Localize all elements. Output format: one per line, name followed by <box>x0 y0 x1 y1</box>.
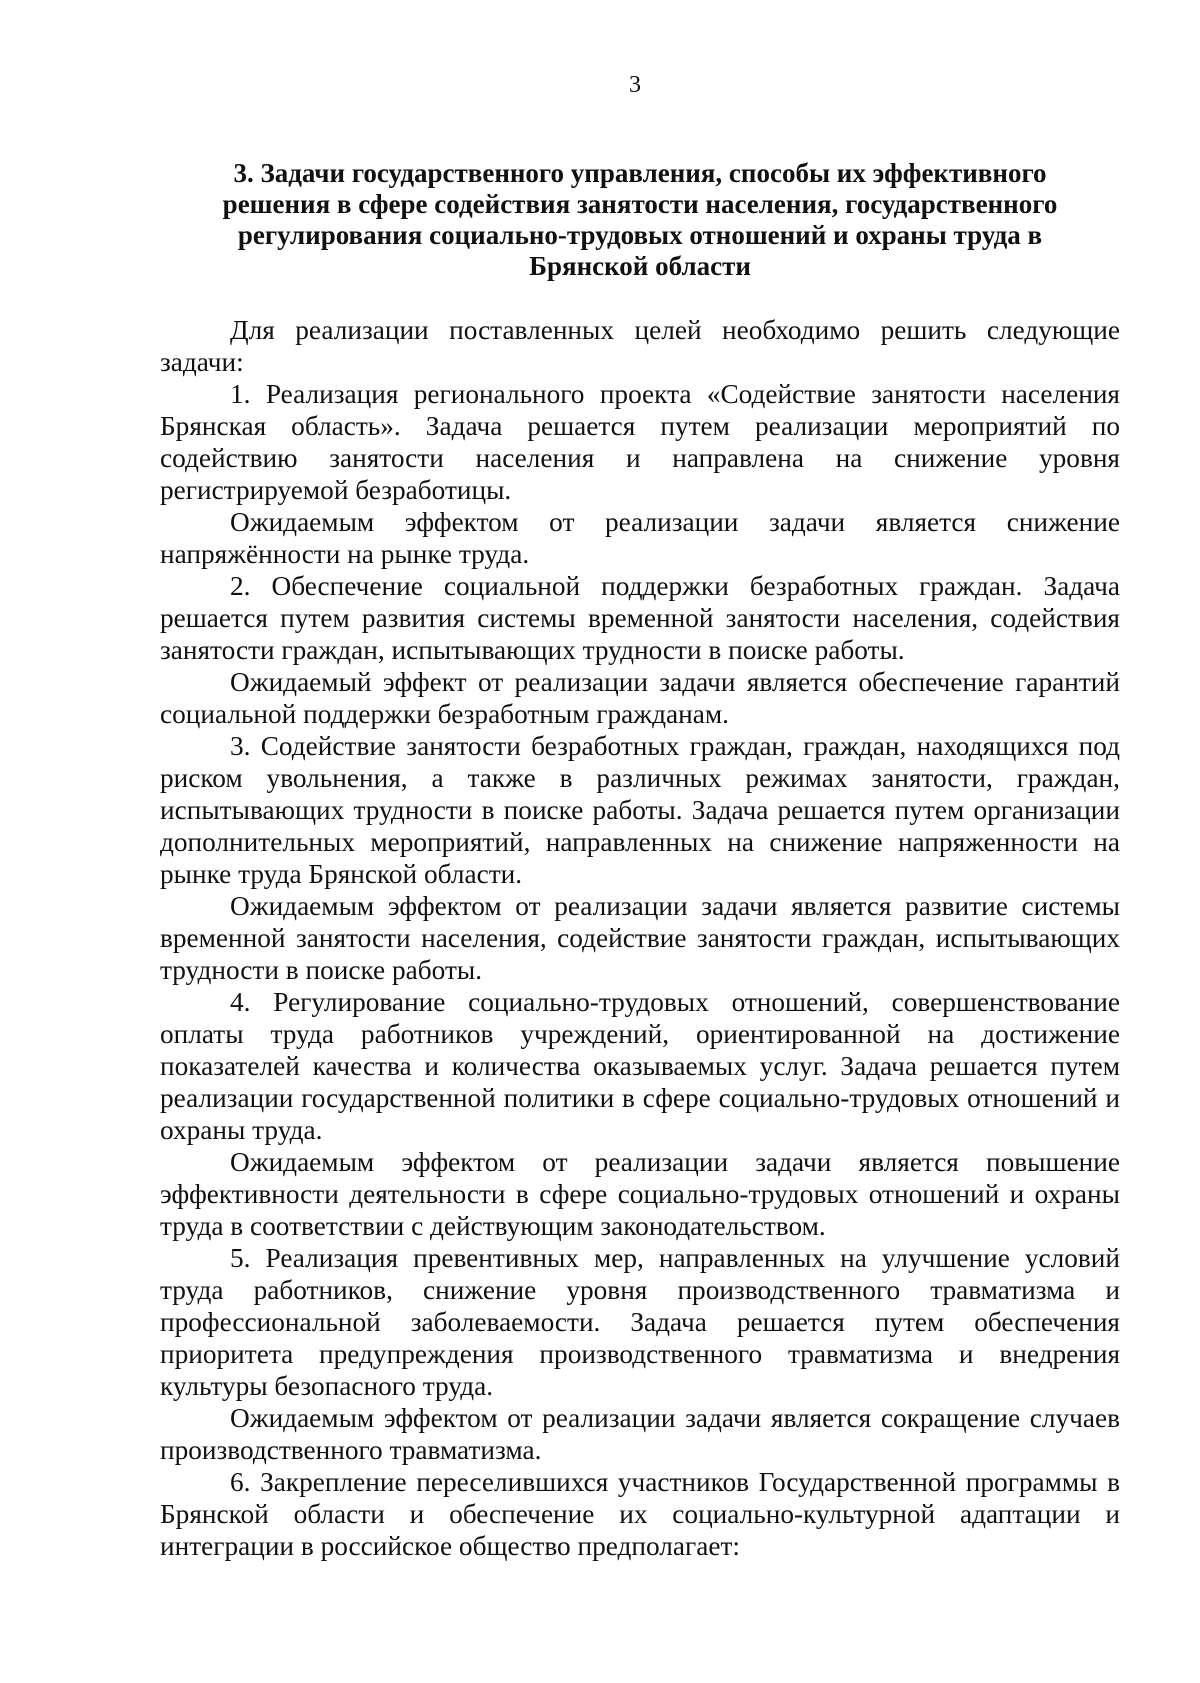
heading-line: 3. Задачи государственного управления, способы их эффективного <box>233 158 1047 188</box>
paragraph-effect-2: Ожидаемый эффект от реализации задачи является обеспечение гарантий социальной поддержки безработным гражданам. <box>160 667 1120 729</box>
body-text <box>160 314 1120 1562</box>
paragraph-intro: Для реализации поставленных целей необходимо решить следующие задачи: <box>160 315 1120 377</box>
heading-line: Брянской области <box>529 251 751 281</box>
paragraph-task-2: 2. Обеспечение социальной поддержки безработных граждан. Задача решается путем развития системы временной занятости населения, содействия занятости граждан, испытывающих трудности в поиске работы. <box>160 571 1120 665</box>
paragraph-effect-4: Ожидаемым эффектом от реализации задачи является повышение эффективности деятельности в сфере социально-трудовых отношений и охраны труда в соответствии с действующим законодательством. <box>160 1147 1120 1241</box>
paragraph-effect-5: Ожидаемым эффектом от реализации задачи является сокращение случаев производственного травматизма. <box>160 1403 1120 1465</box>
paragraph-task-5: 5. Реализация превентивных мер, направленных на улучшение условий труда работников, снижение уровня производственного травматизма и профессиональной заболеваемости. Задача решается путем обеспечения приоритета предупреждения производственного травматизма и внедрения культуры безопасного труда. <box>160 1243 1120 1401</box>
paragraph-effect-1: Ожидаемым эффектом от реализации задачи является снижение напряжённости на рынке труда. <box>160 507 1120 569</box>
page-number: 3 <box>629 72 641 98</box>
paragraph-task-6: 6. Закрепление переселившихся участников Государственной программы в Брянской области и обеспечение их социально-культурной адаптации и интеграции в российское общество предполагает: <box>160 1467 1120 1561</box>
section-heading <box>180 158 1100 282</box>
heading-line: регулирования социально-трудовых отношений и охраны труда в <box>237 220 1043 250</box>
paragraph-task-4: 4. Регулирование социально-трудовых отношений, совершенствование оплаты труда работников учреждений, ориентированной на достижение показателей качества и количества оказываемых услуг. Задача решается путем реализации государственной политики в сфере социально-трудовых отношений и охраны труда. <box>160 987 1120 1145</box>
paragraph-task-3: 3. Содействие занятости безработных граждан, граждан, находящихся под риском увольнения, а также в различных режимах занятости, граждан, испытывающих трудности в поиске работы. Задача решается путем организации дополнительных мероприятий, направленных на снижение напряженности на рынке труда Брянской области. <box>160 731 1120 889</box>
heading-line: решения в сфере содействия занятости населения, государственного <box>222 189 1058 219</box>
paragraph-task-1: 1. Реализация регионального проекта «Содействие занятости населения Брянская область». Задача решается путем реализации мероприятий по содействию занятости населения и направлена на снижение уровня регистрируемой безработицы. <box>160 379 1120 505</box>
paragraph-effect-3: Ожидаемым эффектом от реализации задачи является развитие системы временной занятости населения, содействие занятости граждан, испытывающих трудности в поиске работы. <box>160 891 1120 985</box>
